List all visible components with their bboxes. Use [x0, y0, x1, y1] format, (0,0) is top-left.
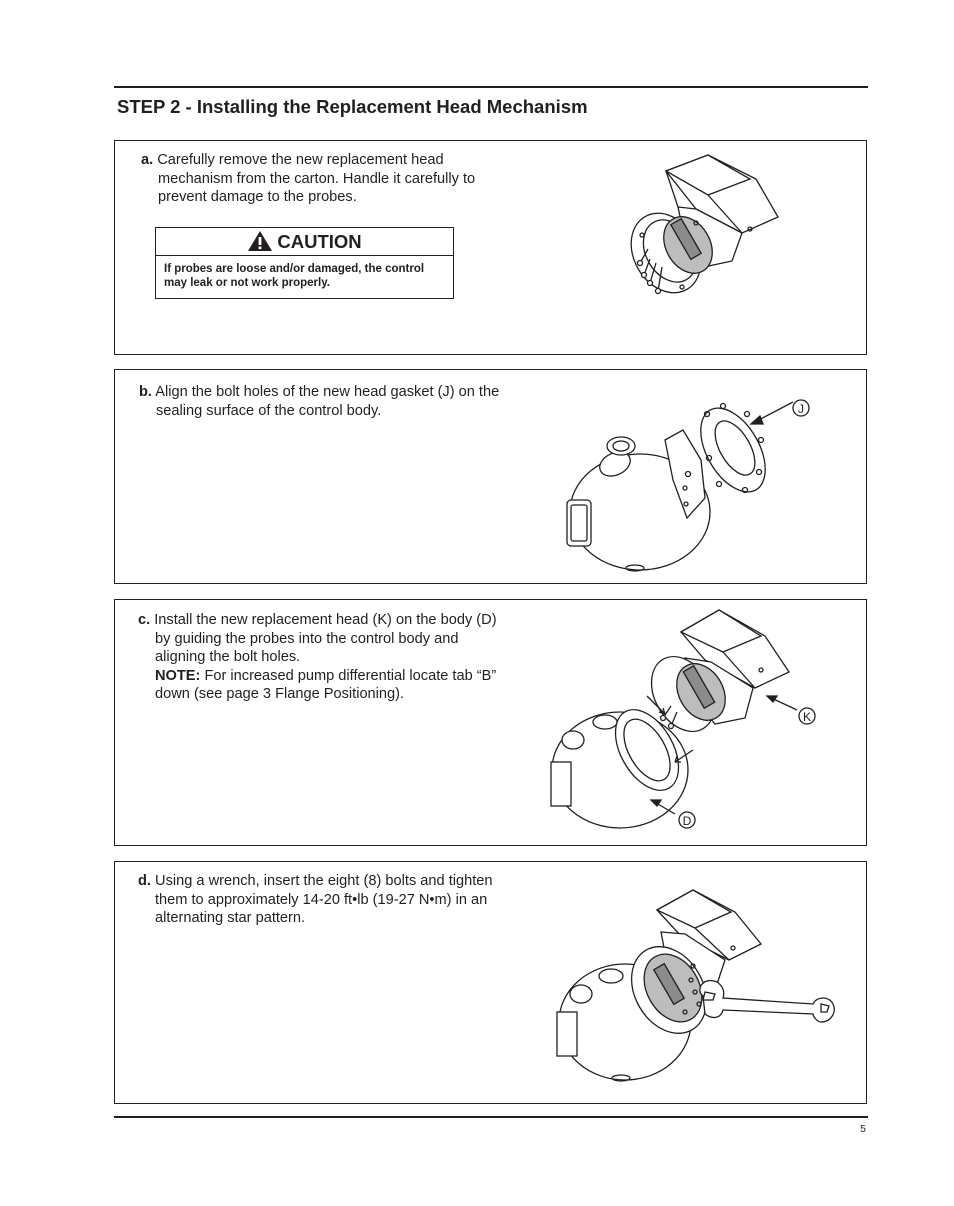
step-c-note-text: For increased pump differential locate tab “B” down (see page 3 Flange Positioning).	[155, 667, 497, 702]
caution-heading	[156, 228, 453, 256]
step-b-text	[139, 383, 501, 420]
head-install-illustration	[535, 602, 835, 838]
head-mechanism-illustration	[620, 149, 810, 309]
step-a-marker: a.	[141, 152, 154, 168]
step-b-panel	[114, 369, 867, 584]
step-a-body: Carefully remove the new replacement head mechanism from the carton. Handle it carefully to prevent damage to the probes.	[157, 152, 476, 205]
callout-d: D	[682, 814, 692, 828]
step-c-marker: c.	[138, 612, 151, 628]
page-number: 5	[860, 1123, 866, 1135]
top-rule	[114, 86, 868, 88]
bolting-illustration	[545, 882, 835, 1092]
gasket-body-illustration	[555, 380, 815, 580]
step-d-text	[138, 872, 500, 928]
step-d-panel	[114, 861, 867, 1104]
step-c-panel	[114, 599, 867, 846]
callout-k: K	[802, 710, 812, 724]
caution-text: If probes are loose and/or damaged, the control may leak or not work properly.	[164, 263, 425, 289]
caution-heading-text: CAUTION	[277, 231, 362, 252]
caution-box	[155, 227, 454, 299]
callout-j: J	[798, 402, 804, 416]
step-c-body: Install the new replacement head (K) on the body (D) by guiding the probes into the control body and aligning the bolt holes.	[154, 612, 497, 665]
step-b-marker: b.	[139, 384, 152, 400]
step-a-panel	[114, 140, 867, 355]
step-b-body: Align the bolt holes of the new head gasket (J) on the sealing surface of the control body.	[155, 384, 500, 419]
step-c-text	[138, 611, 500, 704]
warning-icon	[247, 230, 273, 252]
step-d-marker: d.	[138, 873, 151, 889]
step-d-body: Using a wrench, insert the eight (8) bolts and tighten them to approximately 14-20 ft•lb (19-27 N•m) in an alternating star pattern.	[155, 873, 493, 926]
bottom-rule	[114, 1116, 868, 1118]
step-a-text	[141, 151, 498, 207]
step-c-note-label: NOTE:	[155, 667, 201, 684]
page-title: STEP 2 - Installing the Replacement Head Mechanism	[117, 96, 588, 117]
